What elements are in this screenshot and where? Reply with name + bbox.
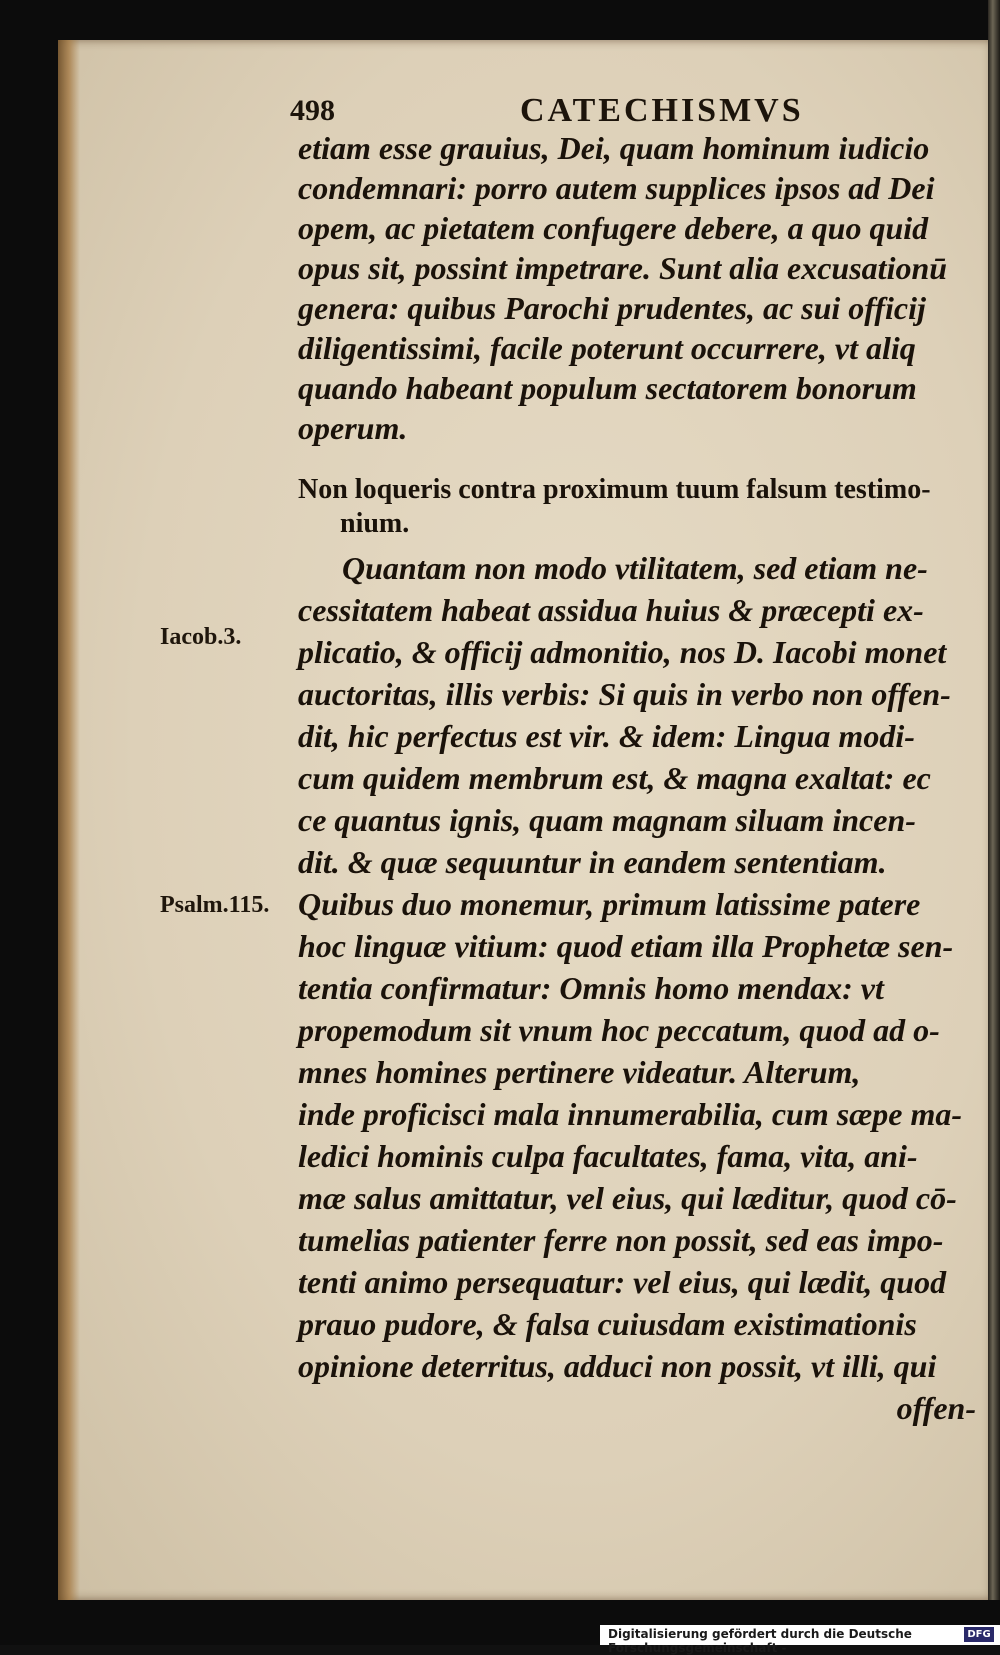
text-line: quando habeant populum sectatorem bonorum bbox=[298, 370, 917, 406]
text-line: inde proficisci mala innumerabilia, cum sæpe ma- bbox=[298, 1096, 963, 1132]
footer-credit bbox=[600, 1625, 1000, 1655]
text-line: dit. & quæ sequuntur in eandem sententiam. bbox=[298, 844, 887, 880]
text-line: genera: quibus Parochi prudentes, ac sui officij bbox=[298, 290, 926, 326]
text-line: auctoritas, illis verbis: Si quis in verbo non offen- bbox=[298, 676, 951, 712]
text-line: propemodum sit vnum hoc peccatum, quod ad o- bbox=[298, 1012, 940, 1048]
text-line: operum. bbox=[298, 410, 408, 446]
catchword: offen- bbox=[896, 1390, 976, 1426]
text-line: opem, ac pietatem confugere debere, a quo quid bbox=[298, 210, 929, 246]
text-line: tentia confirmatur: Omnis homo mendax: vt bbox=[298, 970, 884, 1006]
text-line: Quantam non modo vtilitatem, sed etiam ne- bbox=[342, 550, 928, 586]
dfg-logo: DFG bbox=[964, 1627, 994, 1642]
text-line: opus sit, possint impetrare. Sunt alia excusationū bbox=[298, 250, 948, 286]
footer-text: Digitalisierung gefördert durch die Deutsche Forschungsgemeinschaft - bbox=[608, 1627, 912, 1655]
text-line: tenti animo persequatur: vel eius, qui lædit, quod bbox=[298, 1264, 947, 1300]
text-line: condemnari: porro autem supplices ipsos ad Dei bbox=[298, 170, 935, 206]
text-line: plicatio, & officij admonitio, nos D. Iacobi monet bbox=[298, 634, 947, 670]
text-line: ledici hominis culpa facultates, fama, vita, ani- bbox=[298, 1138, 918, 1174]
commandment-line: Non loqueris contra proximum tuum falsum testimo- bbox=[298, 474, 931, 505]
text-line: cum quidem membrum est, & magna exaltat: ec bbox=[298, 760, 931, 796]
running-head: CATECHISMVS bbox=[520, 92, 804, 129]
text-line: mnes homines pertinere videatur. Alterum, bbox=[298, 1054, 861, 1090]
text-line: cessitatem habeat assidua huius & præcepti ex- bbox=[298, 592, 924, 628]
margin-note-iacob: Iacob.3. bbox=[160, 624, 242, 650]
text-line: opinione deterritus, adduci non possit, vt illi, qui bbox=[298, 1348, 937, 1384]
text-line: prauo pudore, & falsa cuiusdam existimationis bbox=[298, 1306, 917, 1342]
margin-note-psalm: Psalm.115. bbox=[160, 892, 270, 918]
text-line: diligentissimi, facile poterunt occurrere, vt aliq bbox=[298, 330, 916, 366]
page-number: 498 bbox=[290, 94, 335, 127]
text-line: ce quantus ignis, quam magnam siluam incen- bbox=[298, 802, 916, 838]
book-edge bbox=[988, 0, 1000, 1600]
text-line: Quibus duo monemur, primum latissime patere bbox=[298, 886, 921, 922]
text-line: mæ salus amittatur, vel eius, qui læditur, quod cō- bbox=[298, 1180, 957, 1216]
text-line: tumelias patienter ferre non possit, sed eas impo- bbox=[298, 1222, 944, 1258]
commandment-line: nium. bbox=[340, 508, 410, 539]
text-line: hoc linguæ vitium: quod etiam illa Prophetæ sen- bbox=[298, 928, 954, 964]
text-line: etiam esse grauius, Dei, quam hominum iudicio bbox=[298, 130, 930, 166]
page-gutter-shadow bbox=[58, 40, 80, 1600]
text-line: dit, hic perfectus est vir. & idem: Lingua modi- bbox=[298, 718, 915, 754]
